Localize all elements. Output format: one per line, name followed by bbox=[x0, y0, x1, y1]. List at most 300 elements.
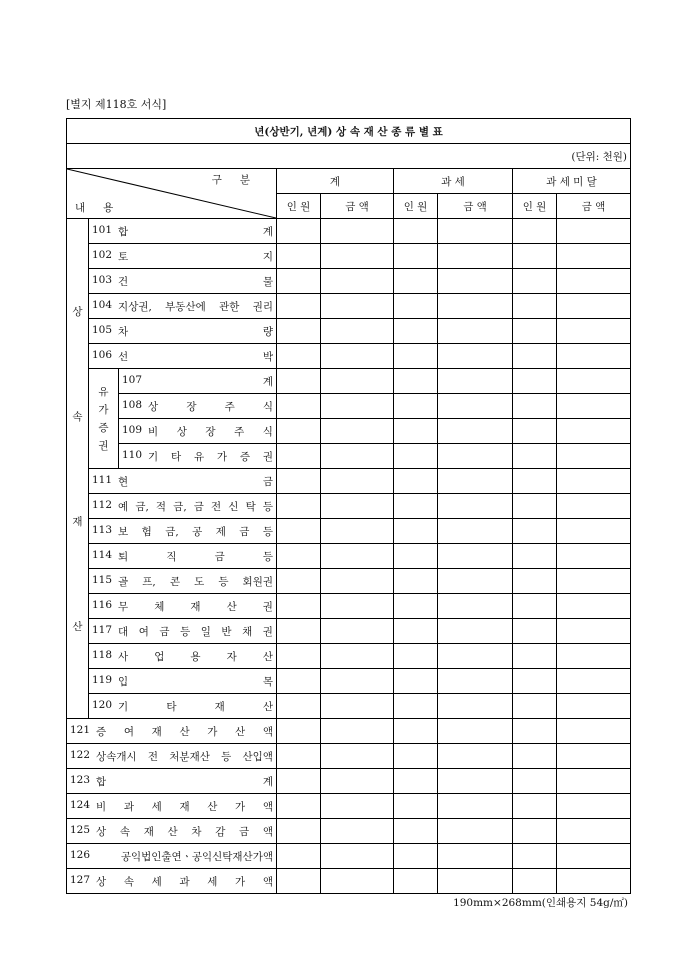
persons-cell[interactable] bbox=[394, 319, 438, 344]
category-char: 산 bbox=[72, 620, 83, 633]
amount-cell[interactable] bbox=[438, 344, 513, 369]
persons-cell[interactable] bbox=[394, 669, 438, 694]
row-title-token: 비 bbox=[148, 425, 159, 438]
row-title-token: 증 bbox=[96, 725, 107, 738]
amount-cell[interactable] bbox=[321, 694, 394, 719]
row-title-token: 상 bbox=[176, 425, 187, 438]
row-title-token: 상 bbox=[96, 825, 107, 838]
persons-cell[interactable] bbox=[513, 294, 557, 319]
persons-cell[interactable] bbox=[277, 769, 321, 794]
amount-cell[interactable] bbox=[321, 619, 394, 644]
persons-cell[interactable] bbox=[513, 619, 557, 644]
amount-cell[interactable] bbox=[438, 744, 513, 769]
category-chars bbox=[70, 259, 85, 679]
row-title bbox=[96, 774, 273, 789]
persons-cell[interactable] bbox=[277, 369, 321, 394]
amount-cell[interactable] bbox=[321, 394, 394, 419]
row-number: 121 bbox=[70, 723, 91, 736]
persons-cell[interactable] bbox=[394, 244, 438, 269]
row-label bbox=[119, 419, 277, 444]
row-title-token: 입 bbox=[118, 675, 129, 688]
table-row bbox=[67, 869, 631, 894]
header-sub-persons: 인 원 bbox=[513, 194, 557, 219]
row-label-text bbox=[92, 324, 273, 339]
header-sub-amount: 금 액 bbox=[557, 194, 631, 219]
amount-cell[interactable] bbox=[438, 369, 513, 394]
row-title-token: 금 bbox=[193, 500, 204, 513]
persons-cell[interactable] bbox=[277, 269, 321, 294]
amount-cell[interactable] bbox=[438, 694, 513, 719]
persons-cell[interactable] bbox=[513, 369, 557, 394]
persons-cell[interactable] bbox=[394, 594, 438, 619]
category-yuga-jeunggwon: 유 가 증 권 bbox=[89, 369, 119, 469]
row-title-token: 주 bbox=[224, 400, 235, 413]
row-title bbox=[118, 599, 273, 614]
amount-cell[interactable] bbox=[557, 419, 631, 444]
amount-cell[interactable] bbox=[321, 294, 394, 319]
amount-cell[interactable] bbox=[557, 869, 631, 894]
amount-cell[interactable] bbox=[321, 419, 394, 444]
row-title-token: 산 bbox=[262, 650, 273, 663]
persons-cell[interactable] bbox=[277, 394, 321, 419]
row-number: 108 bbox=[122, 398, 143, 411]
row-label bbox=[89, 669, 277, 694]
persons-cell[interactable] bbox=[394, 369, 438, 394]
table-row bbox=[67, 769, 631, 794]
row-number: 126 bbox=[70, 848, 91, 861]
form-number-label: [별지 제118호 서식] bbox=[66, 98, 167, 111]
persons-cell[interactable] bbox=[394, 394, 438, 419]
row-title-token: 제 bbox=[215, 525, 226, 538]
persons-cell[interactable] bbox=[277, 444, 321, 469]
row-title-token: 계 bbox=[262, 225, 273, 238]
amount-cell[interactable] bbox=[438, 844, 513, 869]
row-number: 106 bbox=[92, 348, 113, 361]
row-label-text bbox=[122, 399, 273, 414]
row-title-token: 금, bbox=[135, 500, 149, 513]
persons-cell[interactable] bbox=[394, 644, 438, 669]
amount-cell[interactable] bbox=[557, 544, 631, 569]
amount-cell[interactable] bbox=[557, 394, 631, 419]
amount-cell[interactable] bbox=[321, 494, 394, 519]
persons-cell[interactable] bbox=[394, 294, 438, 319]
persons-cell[interactable] bbox=[513, 669, 557, 694]
persons-cell[interactable] bbox=[277, 219, 321, 244]
amount-cell[interactable] bbox=[557, 694, 631, 719]
row-number: 117 bbox=[92, 623, 113, 636]
amount-cell[interactable] bbox=[321, 744, 394, 769]
amount-cell[interactable] bbox=[557, 619, 631, 644]
row-label bbox=[89, 694, 277, 719]
persons-cell[interactable] bbox=[513, 419, 557, 444]
row-label bbox=[89, 569, 277, 594]
row-label bbox=[67, 769, 277, 794]
persons-cell[interactable] bbox=[394, 519, 438, 544]
persons-cell[interactable] bbox=[394, 219, 438, 244]
row-label bbox=[89, 219, 277, 244]
amount-cell[interactable] bbox=[438, 394, 513, 419]
amount-cell[interactable] bbox=[321, 469, 394, 494]
persons-cell[interactable] bbox=[277, 569, 321, 594]
amount-cell[interactable] bbox=[557, 344, 631, 369]
row-label bbox=[89, 244, 277, 269]
amount-cell[interactable] bbox=[438, 794, 513, 819]
row-title: 계 bbox=[262, 375, 273, 388]
persons-cell[interactable] bbox=[394, 744, 438, 769]
amount-cell[interactable] bbox=[557, 669, 631, 694]
persons-cell[interactable] bbox=[277, 644, 321, 669]
row-label bbox=[89, 519, 277, 544]
row-title-token: 대 bbox=[118, 625, 129, 638]
row-title-token: 기 bbox=[118, 700, 129, 713]
amount-cell[interactable] bbox=[321, 819, 394, 844]
row-title-token: 골 bbox=[118, 575, 129, 588]
amount-cell[interactable] bbox=[321, 794, 394, 819]
persons-cell[interactable] bbox=[277, 344, 321, 369]
row-title-token: 금 bbox=[159, 625, 170, 638]
row-title-token: 퇴 bbox=[118, 550, 129, 563]
persons-cell[interactable] bbox=[277, 244, 321, 269]
row-title-token: 상 bbox=[148, 400, 159, 413]
persons-cell[interactable] bbox=[394, 444, 438, 469]
amount-cell[interactable] bbox=[557, 594, 631, 619]
persons-cell[interactable] bbox=[277, 494, 321, 519]
amount-cell[interactable] bbox=[557, 794, 631, 819]
persons-cell[interactable] bbox=[513, 344, 557, 369]
row-title-token: 사 bbox=[118, 650, 129, 663]
table-row bbox=[67, 794, 631, 819]
amount-cell[interactable] bbox=[321, 769, 394, 794]
row-title-token: 권 bbox=[262, 625, 273, 638]
persons-cell[interactable] bbox=[513, 569, 557, 594]
table-row bbox=[67, 744, 631, 769]
row-title-token: 액 bbox=[262, 825, 273, 838]
row-title-token: 가 bbox=[235, 800, 246, 813]
row-title-token: 금, bbox=[165, 525, 179, 538]
row-title-token: 액 bbox=[262, 800, 273, 813]
persons-cell[interactable] bbox=[513, 694, 557, 719]
persons-cell[interactable] bbox=[513, 519, 557, 544]
row-label-text bbox=[92, 474, 273, 489]
row-title bbox=[118, 299, 273, 314]
amount-cell[interactable] bbox=[438, 769, 513, 794]
amount-cell[interactable] bbox=[438, 544, 513, 569]
persons-cell[interactable] bbox=[394, 419, 438, 444]
persons-cell[interactable] bbox=[513, 719, 557, 744]
amount-cell[interactable] bbox=[557, 719, 631, 744]
amount-cell[interactable] bbox=[557, 519, 631, 544]
row-title-token: 상속개시 bbox=[96, 750, 137, 763]
row-number: 104 bbox=[92, 298, 113, 311]
row-title bbox=[96, 799, 273, 814]
row-number: 112 bbox=[92, 498, 113, 511]
row-number: 109 bbox=[122, 423, 143, 436]
row-title-token: 회원권 bbox=[242, 575, 273, 588]
amount-cell[interactable] bbox=[438, 219, 513, 244]
header-total: 계 bbox=[277, 169, 394, 194]
persons-cell[interactable] bbox=[394, 819, 438, 844]
amount-cell[interactable] bbox=[438, 669, 513, 694]
row-title-token: 금 bbox=[214, 550, 225, 563]
amount-cell[interactable] bbox=[321, 269, 394, 294]
amount-cell[interactable] bbox=[438, 569, 513, 594]
persons-cell[interactable] bbox=[394, 719, 438, 744]
row-title-token: 세 bbox=[151, 800, 162, 813]
amount-cell[interactable] bbox=[321, 594, 394, 619]
row-title-token: 콘 bbox=[169, 575, 180, 588]
row-title-token: 금 bbox=[239, 825, 250, 838]
persons-cell[interactable] bbox=[277, 844, 321, 869]
row-number: 124 bbox=[70, 798, 91, 811]
persons-cell[interactable] bbox=[513, 769, 557, 794]
persons-cell[interactable] bbox=[513, 644, 557, 669]
row-number: 118 bbox=[92, 648, 113, 661]
persons-cell[interactable] bbox=[513, 494, 557, 519]
amount-cell[interactable] bbox=[438, 469, 513, 494]
persons-cell[interactable] bbox=[513, 269, 557, 294]
persons-cell[interactable] bbox=[394, 494, 438, 519]
persons-cell[interactable] bbox=[394, 794, 438, 819]
amount-cell[interactable] bbox=[321, 444, 394, 469]
persons-cell[interactable] bbox=[277, 819, 321, 844]
row-title-token: 여 bbox=[138, 625, 149, 638]
row-title bbox=[118, 474, 273, 489]
amount-cell[interactable] bbox=[321, 319, 394, 344]
amount-cell[interactable] bbox=[438, 319, 513, 344]
row-title bbox=[148, 449, 273, 464]
amount-cell[interactable] bbox=[557, 369, 631, 394]
amount-cell[interactable] bbox=[321, 519, 394, 544]
amount-cell[interactable] bbox=[438, 619, 513, 644]
amount-cell[interactable] bbox=[557, 569, 631, 594]
row-title-token: 등 bbox=[262, 550, 273, 563]
row-title-token: 장 bbox=[186, 400, 197, 413]
row-label bbox=[67, 819, 277, 844]
row-label-text bbox=[122, 449, 273, 464]
category-char: 재 bbox=[72, 515, 83, 528]
row-number: 127 bbox=[70, 873, 91, 886]
row-title-token: 토 bbox=[118, 250, 129, 263]
table-row bbox=[67, 644, 631, 669]
persons-cell[interactable] bbox=[277, 419, 321, 444]
persons-cell[interactable] bbox=[394, 344, 438, 369]
row-title-token: 등 bbox=[262, 525, 273, 538]
row-title-token: 산 bbox=[167, 825, 178, 838]
persons-cell[interactable] bbox=[277, 519, 321, 544]
amount-cell[interactable] bbox=[438, 269, 513, 294]
amount-cell[interactable] bbox=[438, 294, 513, 319]
row-title-token: 박 bbox=[262, 350, 273, 363]
row-title-token: 금 bbox=[239, 525, 250, 538]
row-title-token: 세 bbox=[151, 875, 162, 888]
row-label-text bbox=[122, 424, 273, 439]
header-naeyong: 내용 bbox=[75, 202, 132, 214]
row-number: 107 bbox=[122, 373, 143, 386]
persons-cell[interactable] bbox=[513, 244, 557, 269]
amount-cell[interactable] bbox=[438, 444, 513, 469]
persons-cell[interactable] bbox=[394, 569, 438, 594]
amount-cell[interactable] bbox=[321, 669, 394, 694]
amount-cell[interactable] bbox=[557, 769, 631, 794]
persons-cell[interactable] bbox=[513, 219, 557, 244]
persons-cell[interactable] bbox=[513, 444, 557, 469]
amount-cell[interactable] bbox=[438, 244, 513, 269]
row-title-token: 합 bbox=[96, 775, 107, 788]
table-row bbox=[67, 269, 631, 294]
amount-cell[interactable] bbox=[321, 344, 394, 369]
persons-cell[interactable] bbox=[277, 544, 321, 569]
row-title-token: 차 bbox=[191, 825, 202, 838]
amount-cell[interactable] bbox=[438, 719, 513, 744]
amount-cell[interactable] bbox=[321, 219, 394, 244]
persons-cell[interactable] bbox=[394, 869, 438, 894]
row-title-token: 무 bbox=[118, 600, 129, 613]
amount-cell[interactable] bbox=[557, 644, 631, 669]
row-number: 125 bbox=[70, 823, 91, 836]
amount-cell[interactable] bbox=[321, 244, 394, 269]
category-char: 상 bbox=[72, 305, 83, 318]
amount-cell[interactable] bbox=[321, 719, 394, 744]
persons-cell[interactable] bbox=[394, 619, 438, 644]
row-title bbox=[118, 224, 273, 239]
row-label-text bbox=[70, 824, 273, 839]
persons-cell[interactable] bbox=[277, 794, 321, 819]
row-label-text bbox=[92, 574, 273, 589]
amount-cell[interactable] bbox=[557, 844, 631, 869]
row-title-token: 도 bbox=[194, 575, 205, 588]
row-label bbox=[89, 644, 277, 669]
table-row bbox=[67, 394, 631, 419]
row-label bbox=[67, 744, 277, 769]
amount-cell[interactable] bbox=[438, 519, 513, 544]
row-title-token: 량 bbox=[262, 325, 273, 338]
persons-cell[interactable] bbox=[513, 744, 557, 769]
row-title-token: 장 bbox=[205, 425, 216, 438]
persons-cell[interactable] bbox=[513, 394, 557, 419]
row-number: 122 bbox=[70, 748, 91, 761]
persons-cell[interactable] bbox=[277, 469, 321, 494]
row-label-text bbox=[70, 849, 273, 864]
persons-cell[interactable] bbox=[277, 294, 321, 319]
amount-cell[interactable] bbox=[321, 544, 394, 569]
amount-cell[interactable] bbox=[321, 844, 394, 869]
amount-cell[interactable] bbox=[321, 369, 394, 394]
amount-cell[interactable] bbox=[557, 469, 631, 494]
amount-cell[interactable] bbox=[557, 444, 631, 469]
amount-cell[interactable] bbox=[438, 644, 513, 669]
persons-cell[interactable] bbox=[277, 319, 321, 344]
persons-cell[interactable] bbox=[513, 544, 557, 569]
table-row bbox=[67, 469, 631, 494]
persons-cell[interactable] bbox=[394, 469, 438, 494]
amount-cell[interactable] bbox=[321, 644, 394, 669]
amount-cell[interactable] bbox=[438, 869, 513, 894]
persons-cell[interactable] bbox=[394, 769, 438, 794]
persons-cell[interactable] bbox=[394, 269, 438, 294]
amount-cell[interactable] bbox=[438, 819, 513, 844]
row-title bbox=[118, 624, 273, 639]
persons-cell[interactable] bbox=[513, 319, 557, 344]
header-sub-persons: 인 원 bbox=[277, 194, 321, 219]
row-title-token: 권리 bbox=[252, 300, 273, 313]
header-gubun: 구분 bbox=[211, 174, 268, 186]
row-label-text bbox=[92, 224, 273, 239]
row-title-token: 탁 bbox=[245, 500, 256, 513]
table-row bbox=[67, 544, 631, 569]
row-title-token: 산 bbox=[207, 800, 218, 813]
row-title-token: 반 bbox=[221, 625, 232, 638]
amount-cell[interactable] bbox=[557, 494, 631, 519]
amount-cell[interactable] bbox=[557, 219, 631, 244]
amount-cell[interactable] bbox=[557, 294, 631, 319]
row-title-token: 과 bbox=[179, 875, 190, 888]
row-title-token: 재 bbox=[151, 725, 162, 738]
persons-cell[interactable] bbox=[277, 594, 321, 619]
amount-cell[interactable] bbox=[438, 594, 513, 619]
amount-cell[interactable] bbox=[438, 494, 513, 519]
persons-cell[interactable] bbox=[277, 669, 321, 694]
row-label-text bbox=[122, 374, 273, 389]
table-row bbox=[67, 244, 631, 269]
persons-cell[interactable] bbox=[513, 869, 557, 894]
header-sub-persons: 인 원 bbox=[394, 194, 438, 219]
persons-cell[interactable] bbox=[513, 844, 557, 869]
amount-cell[interactable] bbox=[557, 744, 631, 769]
row-number: 111 bbox=[92, 473, 113, 486]
table-row bbox=[67, 594, 631, 619]
row-title-token: 적 bbox=[155, 500, 167, 513]
persons-cell[interactable] bbox=[277, 719, 321, 744]
amount-cell[interactable] bbox=[557, 269, 631, 294]
row-title bbox=[96, 874, 273, 889]
persons-cell[interactable] bbox=[513, 594, 557, 619]
persons-cell[interactable] bbox=[277, 694, 321, 719]
persons-cell[interactable] bbox=[394, 844, 438, 869]
row-title-token: 지 bbox=[262, 250, 273, 263]
table-row bbox=[67, 319, 631, 344]
amount-cell[interactable] bbox=[557, 819, 631, 844]
row-title-token: 합 bbox=[118, 225, 129, 238]
row-title-token: 채 bbox=[242, 625, 253, 638]
persons-cell[interactable] bbox=[394, 694, 438, 719]
row-label-text bbox=[70, 874, 273, 889]
persons-cell[interactable] bbox=[394, 544, 438, 569]
persons-cell[interactable] bbox=[277, 619, 321, 644]
row-title-token: 유 bbox=[193, 450, 205, 463]
row-label bbox=[67, 794, 277, 819]
amount-cell[interactable] bbox=[321, 569, 394, 594]
amount-cell[interactable] bbox=[557, 319, 631, 344]
row-label bbox=[89, 469, 277, 494]
persons-cell[interactable] bbox=[513, 819, 557, 844]
persons-cell[interactable] bbox=[513, 469, 557, 494]
row-title-token: 재 bbox=[214, 700, 225, 713]
row-title-token: 기 bbox=[148, 450, 159, 463]
amount-cell[interactable] bbox=[557, 244, 631, 269]
persons-cell[interactable] bbox=[513, 794, 557, 819]
amount-cell[interactable] bbox=[438, 419, 513, 444]
header-sub-amount: 금 액 bbox=[438, 194, 513, 219]
row-title-token: 산 bbox=[262, 700, 273, 713]
row-label-text bbox=[92, 649, 273, 664]
persons-cell[interactable] bbox=[277, 869, 321, 894]
table-title: 년(상반기, 년계) 상 속 재 산 종 류 별 표 bbox=[67, 119, 631, 144]
row-label-text bbox=[70, 749, 273, 764]
amount-cell[interactable] bbox=[321, 869, 394, 894]
row-label bbox=[89, 494, 277, 519]
persons-cell[interactable] bbox=[277, 744, 321, 769]
row-label-text bbox=[92, 524, 273, 539]
